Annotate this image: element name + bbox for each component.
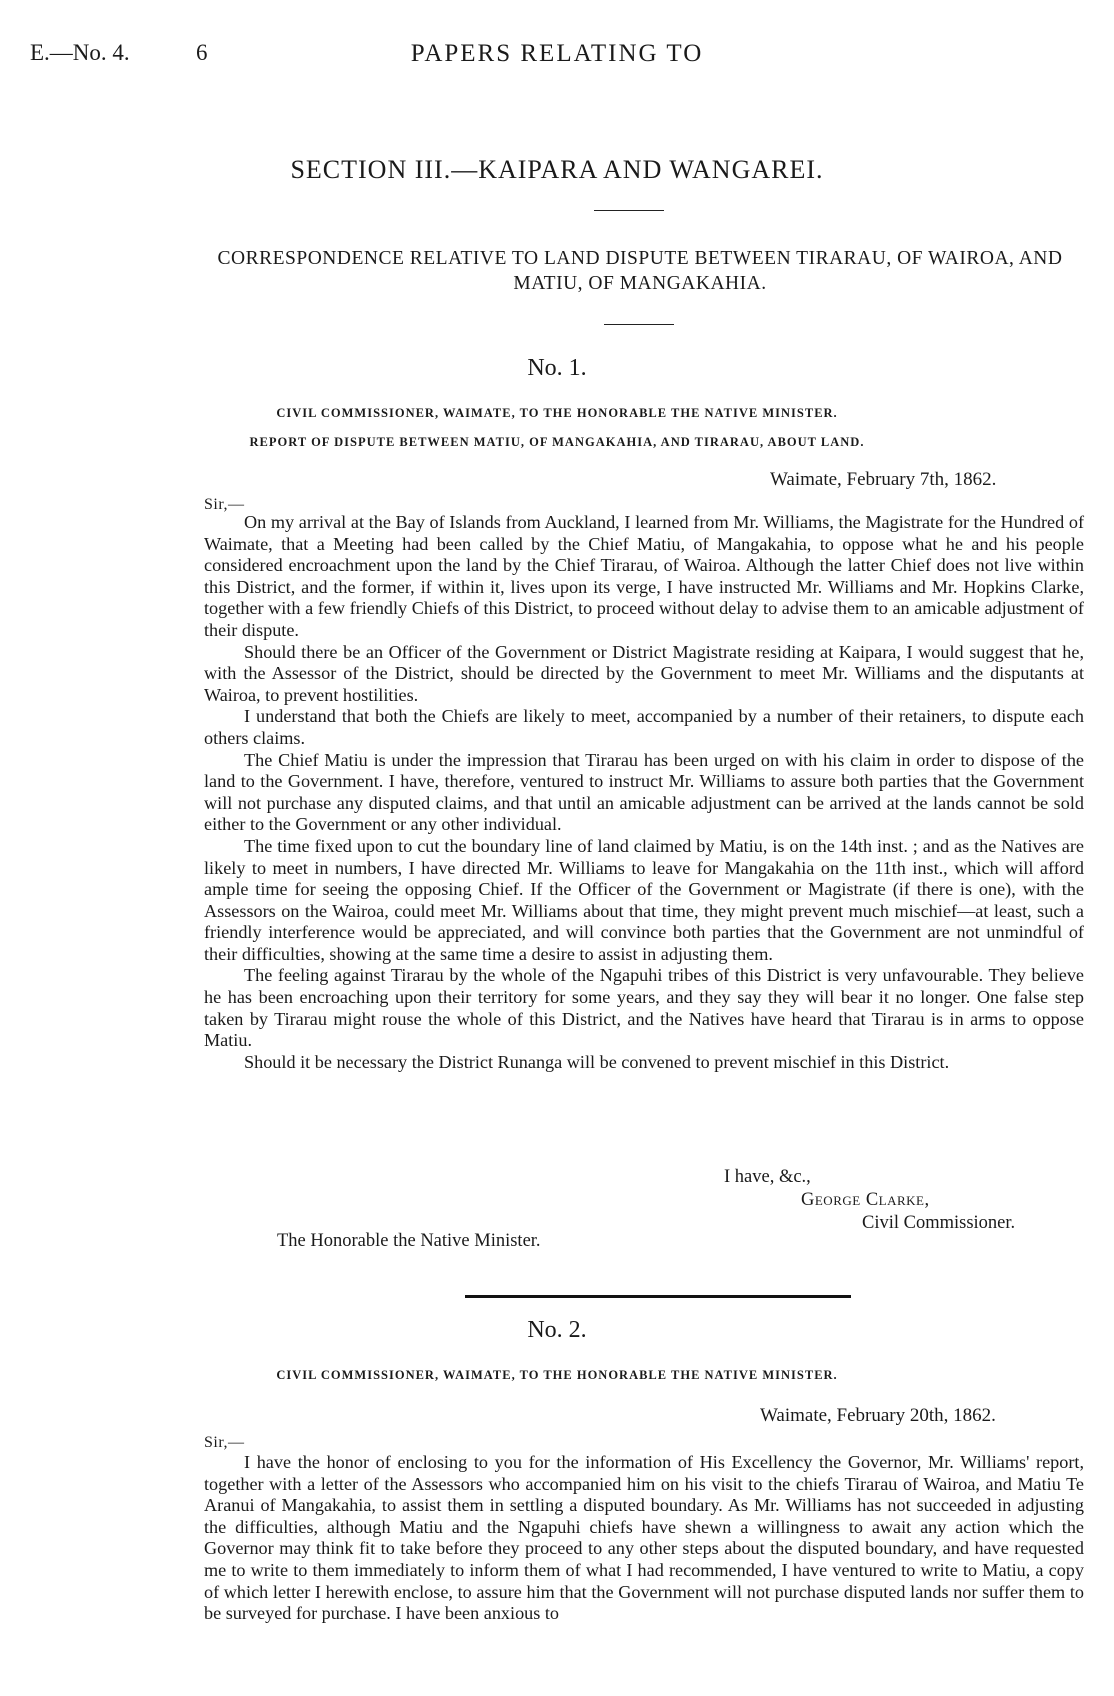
document-reference: E.—No. 4. xyxy=(30,40,130,65)
document-separator xyxy=(465,1295,851,1298)
doc1-closing: I have, &c., xyxy=(724,1167,811,1187)
running-header-title: PAPERS RELATING TO xyxy=(410,40,704,67)
doc1-salutation: Sir,— xyxy=(204,496,245,513)
doc1-signature-title: Civil Commissioner. xyxy=(862,1213,1016,1233)
doc2-salutation: Sir,— xyxy=(204,1434,245,1451)
doc2-paragraph: I have the honor of enclosing to you for the information of His Excellency the Governor, Mr. Williams' report, together with a letter of the Assessors who accompanied him on his visit to the chiefs Tirarau of Wairoa, and Matiu Te Aranui of Mangakahia, to assist them in settling a disputed boundary. As Mr. Williams has not succeeded in adjusting the difficulties, although Matiu and the Ngapuhi chiefs have shewn a willingness to await any action which the Governor may think fit to take before they proceed to any other steps about the disputed boundary, and have requested me to write to them immediately to inform them of what I had recommended, I have ventured to write to Matiu, a copy of which letter I herewith enclose, to assure him that the Government will not purchase disputed lands nor suffer them to be surveyed for purchase. I have been anxious to xyxy=(204,1452,1084,1624)
page-number: 6 xyxy=(196,40,208,65)
doc1-number: No. 1. xyxy=(527,355,587,381)
doc1-addressee: The Honorable the Native Minister. xyxy=(277,1231,541,1251)
doc1-paragraph: Should it be necessary the District Runanga will be convened to prevent mischief in this District. xyxy=(244,1051,950,1072)
subtitle-divider xyxy=(604,324,674,325)
doc1-paragraph: I understand that both the Chiefs are likely to meet, accompanied by a number of their retainers, to dispute each others claims. xyxy=(204,706,1084,748)
doc2-body xyxy=(204,1452,1084,1625)
doc2-heading: CIVIL COMMISSIONER, WAIMATE, TO THE HONORABLE THE NATIVE MINISTER. xyxy=(276,1368,838,1382)
doc1-signature: George Clarke, xyxy=(801,1190,930,1210)
doc2-dateline: Waimate, February 20th, 1862. xyxy=(760,1405,996,1426)
doc1-subheading: REPORT OF DISPUTE BETWEEN MATIU, OF MANGAKAHIA, AND TIRARAU, ABOUT LAND. xyxy=(249,435,865,449)
doc1-paragraph: The Chief Matiu is under the impression that Tirarau has been urged on with his claim in order to dispose of the land to the Government. I have, therefore, ventured to instruct Mr. Williams to assure both parties that the Government will not purchase any disputed claims, and that until an amicable adjustment can be arrived at the lands cannot be sold either to the Government or any other individual. xyxy=(204,749,1084,835)
doc1-heading: CIVIL COMMISSIONER, WAIMATE, TO THE HONORABLE THE NATIVE MINISTER. xyxy=(276,406,838,420)
doc1-paragraph: Should there be an Officer of the Government or District Magistrate residing at Kaipara, I would suggest that he, with the Assessor of the District, should be directed by the Government to meet Mr. Williams and the disputants at Wairoa, to prevent hostilities. xyxy=(204,641,1084,705)
doc2-number: No. 2. xyxy=(527,1317,587,1343)
doc1-dateline: Waimate, February 7th, 1862. xyxy=(770,469,997,490)
doc1-body xyxy=(204,512,1084,1073)
section-subtitle: CORRESPONDENCE RELATIVE TO LAND DISPUTE BETWEEN TIRARAU, OF WAIROA, AND MATIU, OF MANGAKAHIA. xyxy=(217,248,1063,294)
section-divider xyxy=(594,210,664,211)
doc1-paragraph: The time fixed upon to cut the boundary line of land claimed by Matiu, is on the 14th inst. ; and as the Natives are likely to meet in numbers, I have directed Mr. Williams to leave for Mangakahia on the 11th inst., which will afford ample time for seeing the opposing Chief. If the Officer of the Government or Magistrate (if there is one), with the Assessors on the Wairoa, could meet Mr. Williams about that time, they might prevent much mischief—at least, such a friendly interference would be appreciated, and will convince both parties that the Government are not unmindful of their difficulties, showing at the same time a desire to assist in adjusting them. xyxy=(204,835,1084,964)
doc1-paragraph: On my arrival at the Bay of Islands from Auckland, I learned from Mr. Williams, the Magistrate for the Hundred of Waimate, that a Meeting had been called by the Chief Matiu, of Mangakahia, to oppose what he and his people considered encroachment upon the land by the Chief Tirarau, of Wairoa. Although the latter Chief does not live within this District, and the former, if within it, lives upon its verge, I have instructed Mr. Williams and Mr. Hopkins Clarke, together with a few friendly Chiefs of this District, to proceed without delay to advise them to an amicable adjustment of their dispute. xyxy=(204,512,1084,640)
section-title: SECTION III.—KAIPARA AND WANGAREI. xyxy=(290,155,824,184)
doc1-paragraph: The feeling against Tirarau by the whole of the Ngapuhi tribes of this District is very unfavourable. They believe he has been encroaching upon their territory for some years, and they say they will bear it no longer. One false step taken by Tirarau might rouse the whole of this District, and the Natives have heard that Tirarau is in arms to oppose Matiu. xyxy=(204,965,1084,1051)
